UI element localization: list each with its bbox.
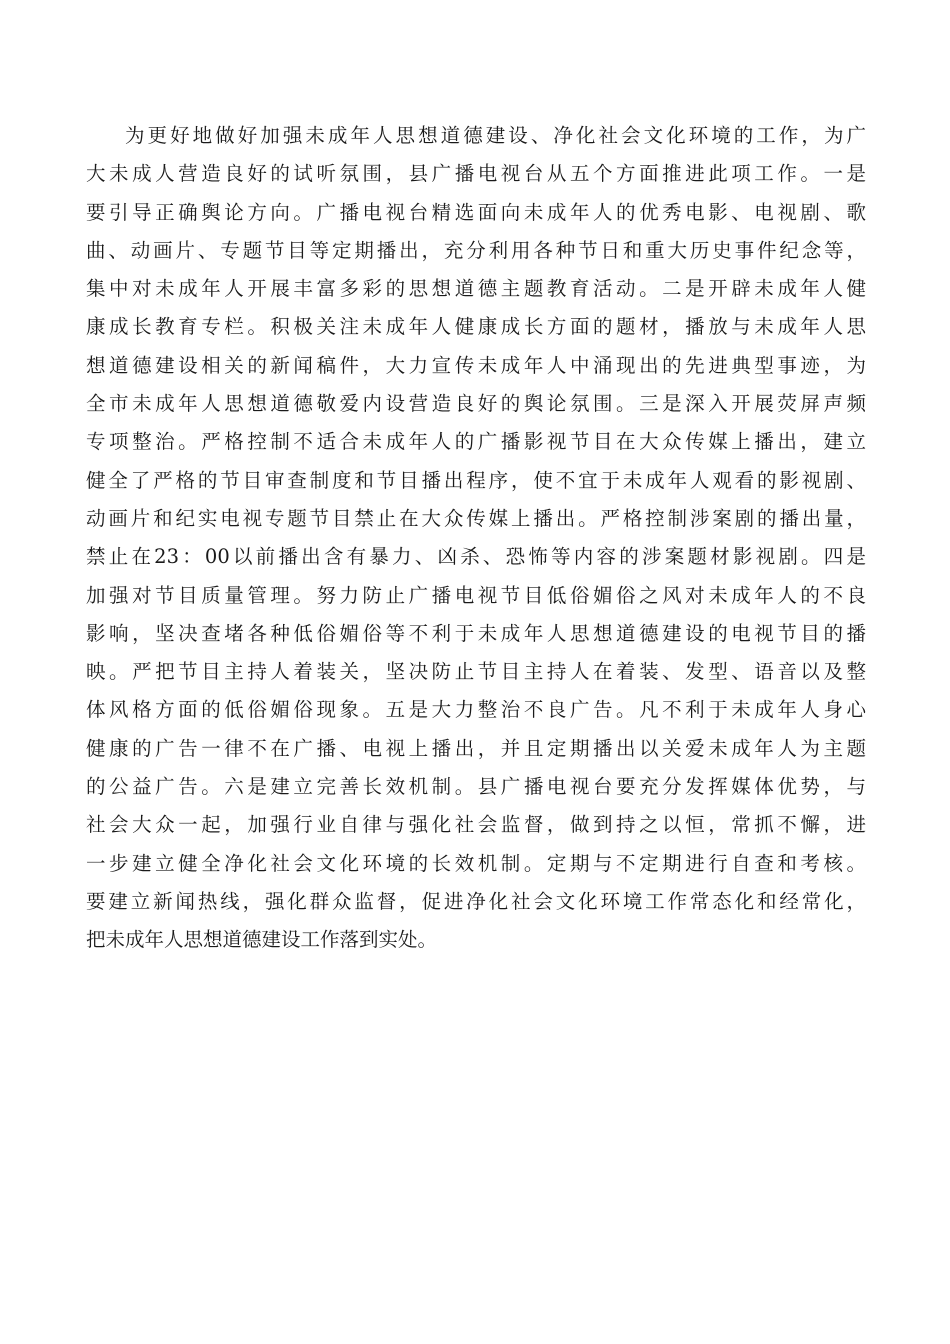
paragraph-line: 专项整治。严格控制不适合未成年人的广播影视节目在大众传媒上播出，建立: [86, 430, 866, 454]
paragraph-line: 映。严把节目主持人着装关，坚决防止节目主持人在着装、发型、语音以及整: [86, 660, 866, 684]
paragraph-line: 要建立新闻热线，强化群众监督，促进净化社会文化环境工作常态化和经常化，: [86, 889, 866, 913]
paragraph-line: 康成长教育专栏。积极关注未成年人健康成长方面的题材，播放与未成年人思: [86, 315, 866, 339]
paragraph-line: 曲、动画片、专题节目等定期播出，充分利用各种节日和重大历史事件纪念等，: [86, 238, 866, 262]
body-paragraph: [86, 117, 866, 960]
paragraph-line: 的公益广告。六是建立完善长效机制。县广播电视台要充分发挥媒体优势，与: [86, 775, 866, 799]
paragraph-line: 禁止在23：00以前播出含有暴力、凶杀、恐怖等内容的涉案题材影视剧。四是: [86, 545, 866, 569]
paragraph-line: 健全了严格的节目审查制度和节目播出程序，使不宜于未成年人观看的影视剧、: [86, 468, 866, 492]
paragraph-line: 加强对节目质量管理。努力防止广播电视节目低俗媚俗之风对未成年人的不良: [86, 583, 866, 607]
paragraph-line: 为更好地做好加强未成年人思想道德建设、净化社会文化环境的工作，为广: [125, 124, 866, 147]
paragraph-line: 社会大众一起，加强行业自律与强化社会监督，做到持之以恒，常抓不懈，进: [86, 813, 866, 837]
paragraph-line: 要引导正确舆论方向。广播电视台精选面向未成年人的优秀电影、电视剧、歌: [86, 200, 866, 224]
paragraph-line: 集中对未成年人开展丰富多彩的思想道德主题教育活动。二是开辟未成年人健: [86, 277, 866, 301]
paragraph-line: 动画片和纪实电视专题节目禁止在大众传媒上播出。严格控制涉案剧的播出量，: [86, 506, 866, 530]
paragraph-line: 体风格方面的低俗媚俗现象。五是大力整治不良广告。凡不利于未成年人身心: [86, 698, 866, 722]
paragraph-line: 把未成年人思想道德建设工作落到实处。: [86, 928, 438, 952]
paragraph-line: 大未成人营造良好的试听氛围，县广播电视台从五个方面推进此项工作。一是: [86, 162, 866, 186]
paragraph-line: 健康的广告一律不在广播、电视上播出，并且定期播出以关爱未成年人为主题: [86, 736, 866, 760]
paragraph-line: 一步建立健全净化社会文化环境的长效机制。定期与不定期进行自查和考核。: [86, 851, 866, 875]
paragraph-line: 全市未成年人思想道德敬爱内设营造良好的舆论氛围。三是深入开展荧屏声频: [86, 392, 866, 416]
paragraph-line: 想道德建设相关的新闻稿件，大力宣传未成年人中涌现出的先进典型事迹，为: [86, 353, 866, 377]
paragraph-line: 影响，坚决查堵各种低俗媚俗等不利于未成年人思想道德建设的电视节目的播: [86, 621, 866, 645]
